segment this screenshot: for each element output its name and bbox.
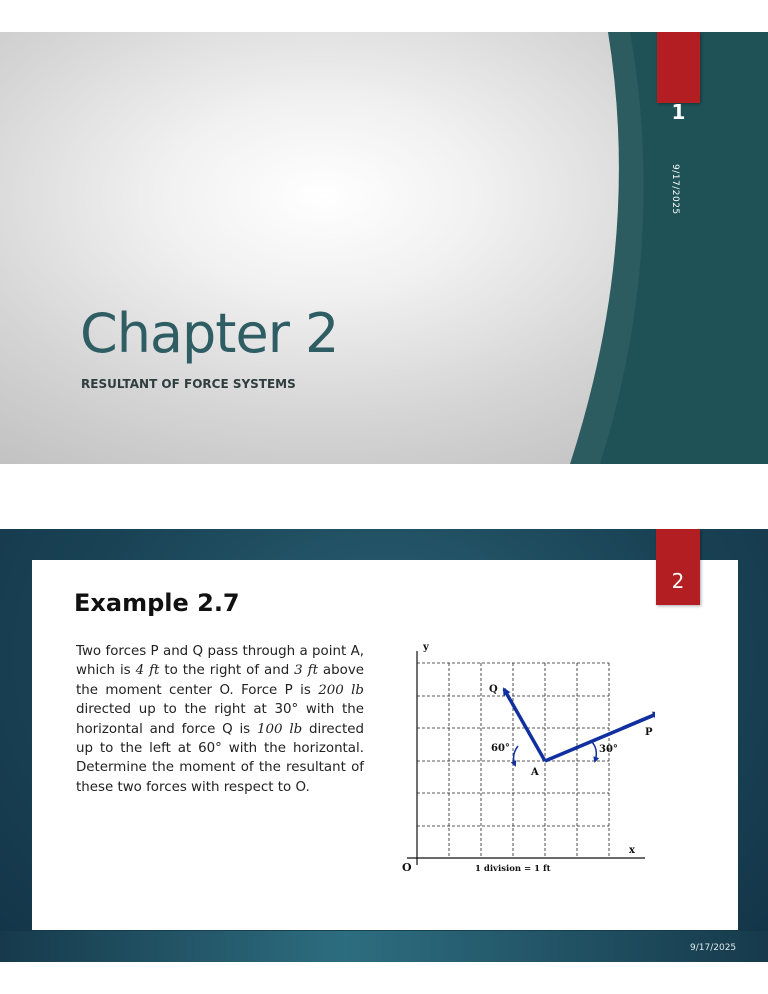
- text-part: directed up to the right at 30° with the horizontal and force Q is: [76, 702, 364, 737]
- distance-y: 3 ft: [294, 663, 318, 679]
- force-q-magnitude: 100 lb: [256, 721, 303, 737]
- slide-number: 2: [671, 569, 685, 593]
- slide-title: Chapter 2: [80, 302, 339, 365]
- slide-subtitle: RESULTANT OF FORCE SYSTEMS: [81, 377, 296, 391]
- point-a-label: A: [531, 767, 539, 778]
- force-diagram: [393, 637, 655, 873]
- title-slide: [0, 32, 768, 464]
- angle-q-arc: [514, 746, 518, 765]
- decorative-teal-band: [0, 32, 768, 464]
- text-part: above the moment center O. Force P is: [76, 663, 364, 698]
- text-part: Two forces P and Q pass through a point A, which is: [76, 644, 364, 679]
- force-p-magnitude: 200 lb: [318, 682, 364, 698]
- angle-p-arc: [591, 741, 596, 761]
- footer-bar: [0, 931, 768, 962]
- slide-number-badge: [656, 529, 700, 605]
- scale-label: 1 division = 1 ft: [475, 864, 551, 873]
- force-p-arrow-tip: [623, 712, 655, 728]
- force-q-arrow: [504, 689, 545, 761]
- example-slide: [0, 529, 768, 962]
- slide-date: 9/17/2025: [670, 164, 680, 215]
- y-axis-label: y: [423, 642, 429, 653]
- problem-statement: [76, 642, 364, 797]
- text-part: to the right of and: [159, 663, 295, 679]
- distance-x: 4 ft: [135, 663, 160, 679]
- footer-date: 9/17/2025: [690, 943, 737, 953]
- force-q-label: Q: [489, 684, 498, 695]
- example-title: Example 2.7: [74, 589, 240, 617]
- text-part: directed up to the left at 60° with the horizontal. Determine the moment of the resultant of these two forces with respect to O.: [76, 721, 364, 795]
- x-axis-label: x: [629, 845, 635, 856]
- slide-number: 1: [671, 100, 686, 124]
- angle-p-label: 30°: [599, 744, 618, 755]
- origin-label: O: [402, 861, 412, 873]
- force-p-label: P: [645, 727, 653, 738]
- slide-number-badge: [657, 32, 700, 103]
- angle-q-label: 60°: [491, 743, 510, 754]
